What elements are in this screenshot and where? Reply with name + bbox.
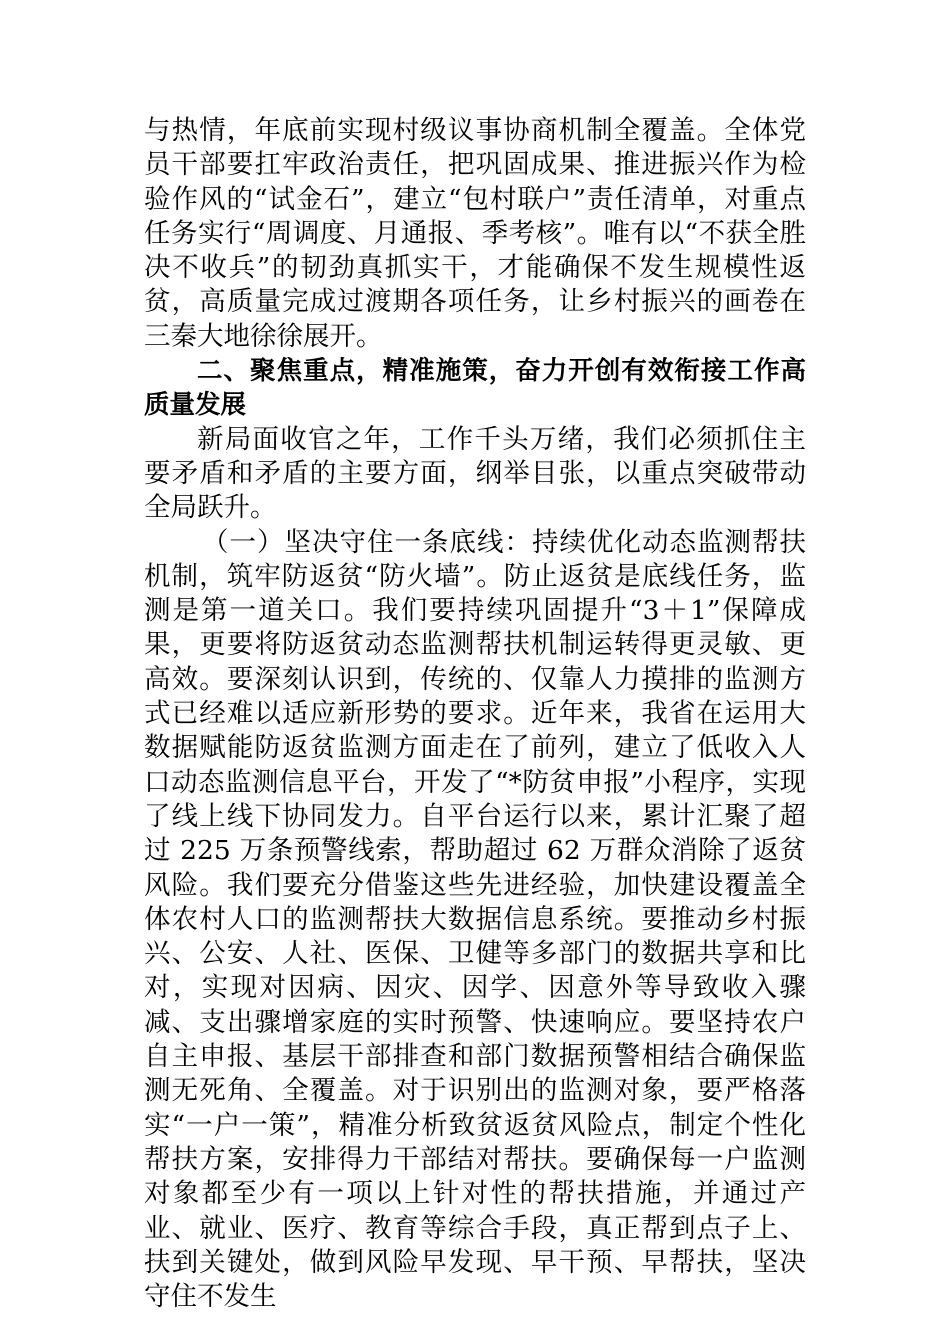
body-paragraph: （一）坚决守住一条底线：持续优化动态监测帮扶机制，筑牢防返贫“防火墙”。防止返贫是底线任务，监测是第一道关口。我们要持续巩固提升“3＋1”保障成果，更要将防返贫动态监测帮扶机制运转得更灵敏、更高效。要深刻认识到，传统的、仅靠人力摸排的监测方式已经难以适应新形势的要求。近年来，我省在运用大数据赋能防返贫监测方面走在了前列，建立了低收入人口动态监测信息平台，开发了“*防贫申报”小程序，实现了线上线下协同发力。自平台运行以来，累计汇聚了超过 225 万条预警线索，帮助超过 62 万群众消除了返贫风险。我们要充分借鉴这些先进经验，加快建设覆盖全体农村人口的监测帮扶大数据信息系统。要推动乡村振兴、公安、人社、医保、卫健等多部门的数据共享和比对，实现对因病、因灾、因学、因意外等导致收入骤减、支出骤增家庭的实时预警、快速响应。要坚持农户自主申报、基层干部排查和部门数据预警相结合确保监测无死角、全覆盖。对于识别出的监测对象，要严格落实“一户一策”，精准分析致贫返贫风险点，制定个性化帮扶方案，安排得力干部结对帮扶。要确保每一户监测对象都至少有一项以上针对性的帮扶措施，并通过产业、就业、医疗、教育等综合手段，真正帮到点子上、扶到关键处，做到风险早发现、早干预、早帮扶，坚决守住不发生 xyxy=(144,526,806,1313)
document-page xyxy=(144,114,806,1314)
body-paragraph: 新局面收官之年，工作千头万绪，我们必须抓住主要矛盾和矛盾的主要方面，纲举目张，以重点突破带动全局跃升。 xyxy=(144,423,806,524)
section-heading: 二、聚焦重点，精准施策，奋力开创有效衔接工作高质量发展 xyxy=(144,356,806,421)
body-paragraph: 与热情，年底前实现村级议事协商机制全覆盖。全体党员干部要扛牢政治责任，把巩固成果、推进振兴作为检验作风的“试金石”，建立“包村联户”责任清单，对重点任务实行“周调度、月通报、季考核”。唯有以“不获全胜决不收兵”的韧劲真抓实干，才能确保不发生规模性返贫，高质量完成过渡期各项任务，让乡村振兴的画卷在三秦大地徐徐展开。 xyxy=(144,115,806,352)
